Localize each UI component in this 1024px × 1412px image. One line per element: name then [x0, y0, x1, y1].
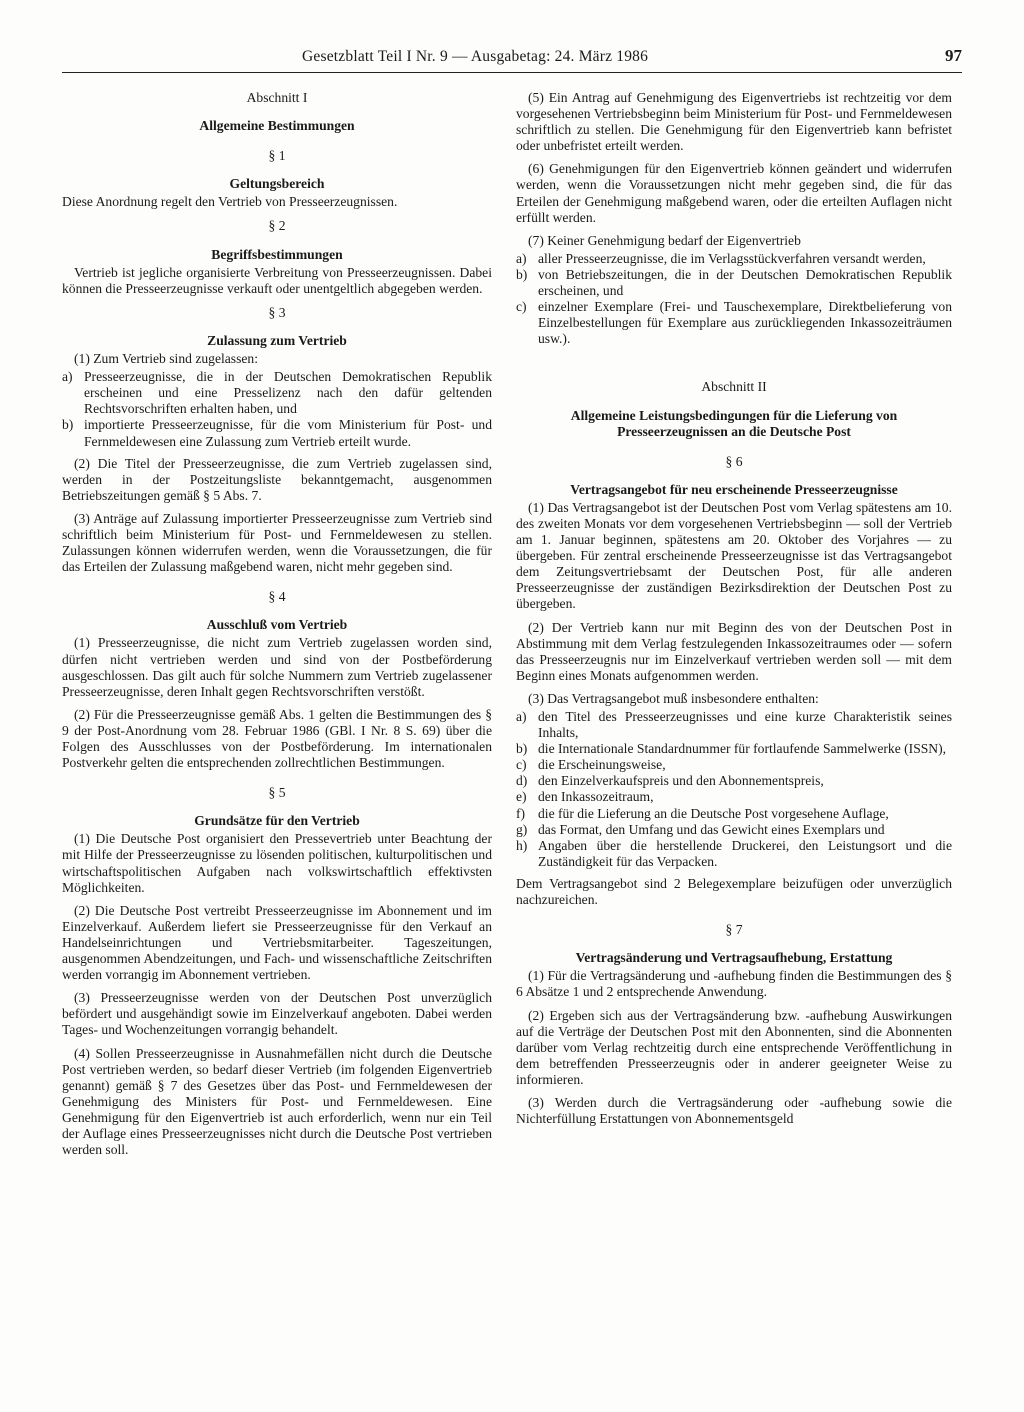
- list-text: einzelner Exemplare (Frei- und Tauschexemplare, Direktbelieferung von Einzelbestellungen für Exemplare aus zurückliegenden Inkassozeiträumen usw.).: [538, 299, 952, 347]
- list-text: den Titel des Presseerzeugnisses und eine kurze Charakteristik seines Inhalts,: [538, 709, 952, 741]
- paragraph-text: (7) Keiner Genehmigung bedarf der Eigenvertrieb: [528, 232, 801, 248]
- paragraph-title: Geltungsbereich: [229, 176, 325, 192]
- paragraph-text: (3) Werden durch die Vertragsänderung oder -aufhebung sowie die Nichterfüllung Erstattungen von Abonnementsgeld: [516, 1094, 952, 1127]
- paragraph-text: (2) Die Titel der Presseerzeugnisse, die zum Vertrieb zugelassen sind, werden in der Postzeitungsliste bekanntgemacht, ausgenommen Betriebszeitungen gemäß § 5 Abs. 7.: [62, 455, 492, 503]
- list-text: den Einzelverkaufspreis und den Abonnementspreis,: [538, 773, 824, 789]
- paragraph-text: (6) Genehmigungen für den Eigenvertrieb können geändert und widerrufen werden, wenn die Voraussetzungen nicht mehr gegeben sind, die für das Erteilen der Genehmigung maßgebend waren, oder die erteilten Auflagen nicht erfüllt werden.: [516, 161, 952, 225]
- enumerated-list: [62, 369, 492, 449]
- list-marker: g): [516, 821, 528, 837]
- paragraph-title: Ausschluß vom Vertrieb: [206, 617, 348, 633]
- paragraph-text: (2) Für die Presseerzeugnisse gemäß Abs. 1 gelten die Bestimmungen des § 9 der Post-Anordnung vom 28. Februar 1986 (GBl. I Nr. 8 S. 69) über die Folgen des Ausschlusses von der Postbeförderung. Im internationalen Postverkehr gelten die entsprechenden zollrechtlichen Bestimmungen.: [62, 706, 492, 771]
- list-text: von Betriebszeitungen, die in der Deutschen Demokratischen Republik erscheinen, und: [538, 266, 952, 299]
- list-item: [516, 789, 952, 805]
- paragraph-text: (5) Ein Antrag auf Genehmigung des Eigenvertriebs ist rechtzeitig vor dem vorgesehenen Vertriebsbeginn beim Ministerium für Post- und Fernmeldewesen schriftlich zu stellen. Die Genehmigung für den Eigenvertrieb kann befristet oder unbefristet erteilt werden.: [516, 90, 952, 154]
- list-marker: c): [516, 757, 527, 773]
- list-text: die für die Lieferung an die Deutsche Post vorgesehene Auflage,: [538, 805, 889, 821]
- list-text: importierte Presseerzeugnisse, für die vom Ministerium für Post- und Fernmeldewesen eine Zulassung zum Vertrieb erteilt wurde.: [84, 417, 492, 449]
- paragraph-title: Begriffsbestimmungen: [211, 246, 343, 262]
- list-marker: b): [516, 741, 528, 757]
- paragraph-text: Dem Vertragsangebot sind 2 Belegexemplare beizufügen oder unverzüglich nachzureichen.: [516, 875, 952, 908]
- abschnitt-label: Abschnitt I: [246, 90, 308, 105]
- paragraph-text: (1) Zum Vertrieb sind zugelassen:: [74, 351, 258, 367]
- page-number: 97: [945, 46, 962, 65]
- list-item: [516, 251, 952, 267]
- list-item: [516, 838, 952, 870]
- right-column: [516, 90, 952, 1134]
- list-item: [516, 822, 952, 838]
- paragraph-number: § 5: [268, 785, 286, 801]
- list-text: den Inkassozeitraum,: [538, 789, 654, 805]
- left-column: [62, 90, 492, 1165]
- paragraph-title: Vertragsänderung und Vertragsaufhebung, Erstattung: [575, 950, 893, 966]
- paragraph-text: (1) Presseerzeugnisse, die nicht zum Vertrieb zugelassen worden sind, dürfen nicht vertrieben werden und sind von der Postbeförderung ausgeschlossen. Das gilt auch für solche Nummern zum Vertrieb zugelassener Presseerzeugnisse, deren Inhalt gegen Rechtsvorschriften verstößt.: [62, 635, 492, 699]
- list-text: aller Presseerzeugnisse, die im Verlagsstückverfahren versandt werden,: [538, 250, 926, 266]
- paragraph-text: (2) Der Vertrieb kann nur mit Beginn des von der Deutschen Post in Abstimmung mit dem Verlag festzulegenden Inkassozeitraumes oder — sofern das Presseerzeugnis nur im Einzelverkauf vertrieben werden soll — mit dem Beginn eines Monats aufgenommen werden.: [516, 619, 952, 683]
- list-item: [62, 369, 492, 417]
- list-text: Angaben über die herstellende Druckerei, den Leistungsort und die Zuständigkeit für das Verpacken.: [538, 837, 952, 869]
- paragraph-text: (1) Für die Vertragsänderung und -aufhebung finden die Bestimmungen des § 6 Absätze 1 und 2 entsprechende Anwendung.: [516, 968, 952, 1000]
- paragraph-title: Zulassung zum Vertrieb: [207, 332, 347, 348]
- abschnitt-title: Allgemeine Leistungsbedingungen für die Lieferung von Presseerzeugnissen an die Deutsche Post: [570, 407, 898, 439]
- list-marker: c): [516, 299, 527, 315]
- list-item: [516, 741, 952, 757]
- enumerated-list: [516, 709, 952, 870]
- paragraph-number: § 7: [725, 922, 743, 938]
- paragraph-text: (3) Anträge auf Zulassung importierter Presseerzeugnisse zum Vertrieb sind schriftlich beim Ministerium für Post- und Fernmeldewesen zu stellen. Zulassungen können widerrufen werden, wenn die Voraussetzungen, die für das Erteilen der Zulassung maßgebend waren, nicht mehr gegeben sind.: [62, 510, 492, 575]
- paragraph-text: (2) Die Deutsche Post vertreibt Presseerzeugnisse im Abonnement und im Einzelverkauf. Außerdem liefert sie Presseerzeugnisse für den Verkauf an Handelseinrichtungen und Vertriebsmitarbeiter. Tageszeitungen, ausgenommen Abendzeitungen, und Fach- und wissenschaftliche Zeitschriften werden vorrangig im Abonnement vertrieben.: [62, 902, 492, 983]
- list-marker: e): [516, 789, 527, 805]
- list-marker: a): [516, 250, 527, 266]
- enumerated-list: [516, 251, 952, 348]
- list-marker: a): [62, 369, 73, 385]
- list-item: [516, 757, 952, 773]
- list-marker: h): [516, 837, 528, 853]
- header-title: Gesetzblatt Teil I Nr. 9 — Ausgabetag: 24. März 1986: [302, 48, 649, 65]
- abschnitt-label: Abschnitt II: [701, 379, 767, 395]
- paragraph-text: (3) Presseerzeugnisse werden von der Deutschen Post unverzüglich befördert und ausgehändigt sowie im Einzelverkauf angeboten. Dabei werden Tages- und Wochenzeitungen vorrangig behandelt.: [62, 990, 492, 1038]
- list-text: das Format, den Umfang und das Gewicht eines Exemplars und: [538, 821, 885, 837]
- list-item: [516, 299, 952, 347]
- list-item: [516, 773, 952, 789]
- page-header: [62, 46, 962, 73]
- abschnitt-title: Allgemeine Bestimmungen: [199, 118, 355, 134]
- list-item: [516, 806, 952, 822]
- list-text: die Erscheinungsweise,: [538, 757, 666, 773]
- list-marker: d): [516, 773, 528, 789]
- paragraph-text: (3) Das Vertragsangebot muß insbesondere enthalten:: [528, 690, 819, 706]
- list-text: Presseerzeugnisse, die in der Deutschen Demokratischen Republik erscheinen und eine Presselizenz nach den dafür geltenden Rechtsvorschriften erhalten haben, und: [84, 369, 492, 417]
- paragraph-number: § 2: [268, 218, 286, 234]
- list-item: [62, 417, 492, 449]
- paragraph-text: (1) Das Vertragsangebot ist der Deutschen Post vom Verlag spätestens am 10. des zweiten Monats vor dem vorgesehenen Vertriebsbeginn — soll der Vertrieb am 1. Januar beginnen, spätestens am 20. Oktober des Vorjahres — zu übergeben. Für zentral erscheinende Presseerzeugnisse ist das Vertragsangebot dem Zeitungsvertriebsamt der Deutschen Post, für alle anderen Presseerzeugnisse der zuständigen Bezirksdirektion der Deutschen Post zu übergeben.: [516, 499, 952, 612]
- paragraph-text: (1) Die Deutsche Post organisiert den Pressevertrieb unter Beachtung der mit Hilfe der Presseerzeugnisse zu lösenden politischen, kulturpolitischen und wirtschaftspolitischen Aufgaben nach volkswirtschaftlich effektivsten Möglichkeiten.: [62, 831, 492, 895]
- paragraph-number: § 6: [725, 453, 743, 469]
- list-item: [516, 709, 952, 741]
- list-item: [516, 267, 952, 299]
- paragraph-title: Grundsätze für den Vertrieb: [194, 813, 360, 829]
- list-marker: a): [516, 709, 527, 724]
- paragraph-title: Vertragsangebot für neu erscheinende Presseerzeugnisse: [570, 481, 898, 497]
- list-marker: f): [516, 805, 526, 821]
- list-marker: b): [516, 266, 528, 282]
- paragraph-number: § 1: [268, 148, 286, 164]
- paragraph-number: § 4: [268, 589, 286, 605]
- paragraph-text: (4) Sollen Presseerzeugnisse in Ausnahmefällen nicht durch die Deutsche Post vertrieben werden, so bedarf dieser Vertrieb (im folgenden Eigenvertrieb genannt) gemäß § 7 des Gesetzes über das Post- und Fernmeldewesen der Genehmigung des Ministers für Post- und Fernmeldewesen. Eine Genehmigung für den Eigenvertrieb ist auch erforderlich, wenn nur ein Teil der Auflage eines Presseerzeugnisses nicht durch die Deutsche Post vertrieben werden soll.: [62, 1045, 492, 1158]
- list-text: die Internationale Standardnummer für fortlaufende Sammelwerke (ISSN),: [538, 741, 947, 757]
- paragraph-text: (2) Ergeben sich aus der Vertragsänderung bzw. -aufhebung Auswirkungen auf die Verträge der Deutschen Post mit den Abonnenten, sind die Abonnenten darüber vom Verlag rechtzeitig durch eine entsprechende Veröffentlichung in dem betreffenden Presseerzeugnis oder in anderer geeigneter Weise zu informieren.: [516, 1007, 952, 1087]
- list-marker: b): [62, 417, 74, 433]
- paragraph-number: § 3: [268, 304, 286, 320]
- paragraph-text: Vertrieb ist jegliche organisierte Verbreitung von Presseerzeugnissen. Dabei können die Presseerzeugnisse verkauft oder unentgeltlich abgegeben werden.: [62, 264, 492, 296]
- paragraph-text: Diese Anordnung regelt den Vertrieb von Presseerzeugnissen.: [62, 194, 398, 210]
